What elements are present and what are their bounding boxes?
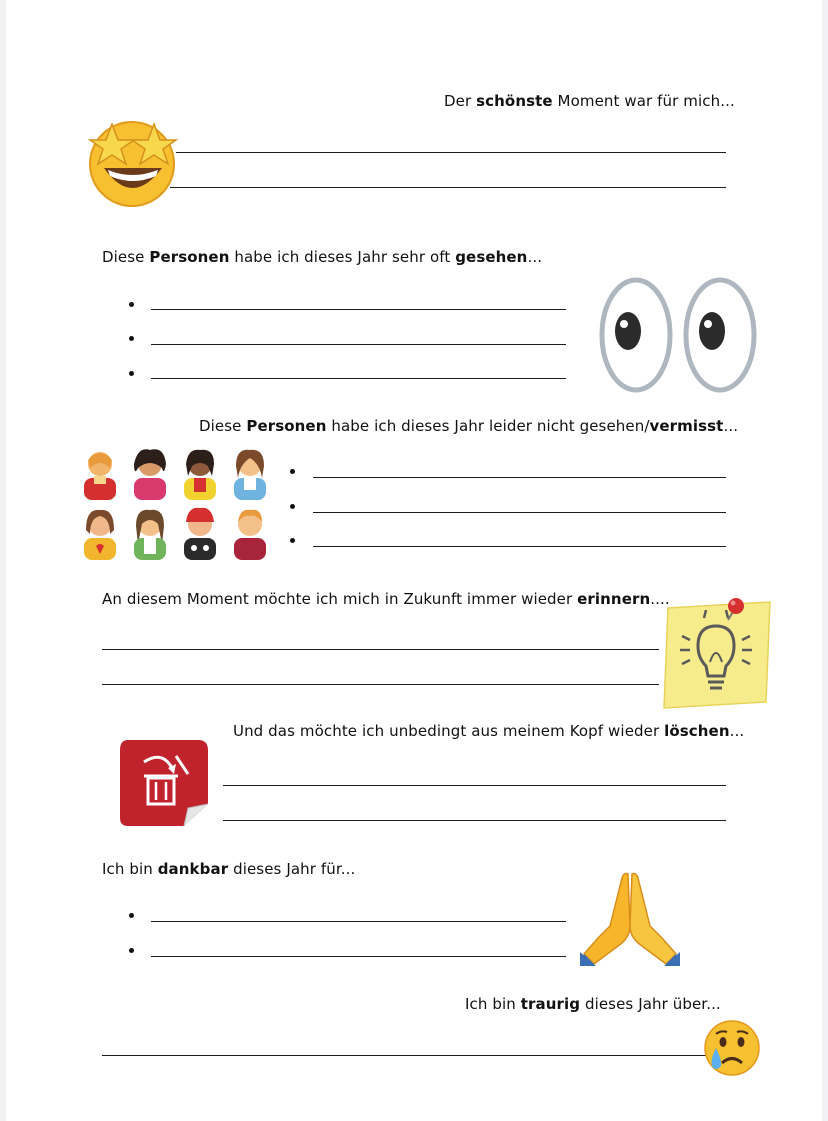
worksheet-page — [6, 0, 822, 1121]
answer-line[interactable] — [176, 152, 726, 153]
answer-line[interactable] — [151, 956, 566, 957]
answer-line[interactable] — [313, 477, 726, 478]
best-moment-prompt: Der schönste Moment war für mich... — [444, 92, 735, 110]
grateful-prompt: Ich bin dankbar dieses Jahr für... — [102, 860, 356, 878]
people-seen-prompt: Diese Personen habe ich dieses Jahr sehr oft gesehen... — [102, 248, 543, 266]
answer-line[interactable] — [102, 684, 659, 685]
list-bullet — [129, 371, 134, 376]
answer-line[interactable] — [170, 187, 726, 188]
answer-line[interactable] — [151, 921, 566, 922]
eyes-emoji-icon — [598, 275, 760, 395]
answer-line[interactable] — [151, 378, 566, 379]
answer-line[interactable] — [223, 785, 726, 786]
list-bullet — [129, 302, 134, 307]
delete-prompt: Und das möchte ich unbedingt aus meinem Kopf wieder löschen... — [233, 722, 745, 740]
answer-line[interactable] — [313, 546, 726, 547]
answer-line[interactable] — [151, 344, 566, 345]
list-bullet — [290, 538, 295, 543]
people-missed-prompt: Diese Personen habe ich dieses Jahr leider nicht gesehen/vermisst... — [199, 417, 739, 435]
sticky-note-lightbulb-icon — [658, 596, 776, 712]
answer-line[interactable] — [102, 1055, 706, 1056]
list-bullet — [129, 913, 134, 918]
trash-can-icon — [118, 738, 214, 830]
remember-prompt: An diesem Moment möchte ich mich in Zukunft immer wieder erinnern.... — [102, 590, 670, 608]
list-bullet — [129, 336, 134, 341]
answer-line[interactable] — [102, 649, 659, 650]
list-bullet — [290, 469, 295, 474]
answer-line[interactable] — [223, 820, 726, 821]
sad-prompt: Ich bin traurig dieses Jahr über... — [465, 995, 721, 1013]
group-of-people-icon — [78, 446, 274, 562]
list-bullet — [129, 948, 134, 953]
answer-line[interactable] — [313, 512, 726, 513]
praying-hands-emoji-icon — [580, 868, 680, 966]
crying-face-emoji-icon — [700, 1018, 762, 1078]
star-struck-emoji-icon — [84, 116, 184, 208]
list-bullet — [290, 504, 295, 509]
answer-line[interactable] — [151, 309, 566, 310]
